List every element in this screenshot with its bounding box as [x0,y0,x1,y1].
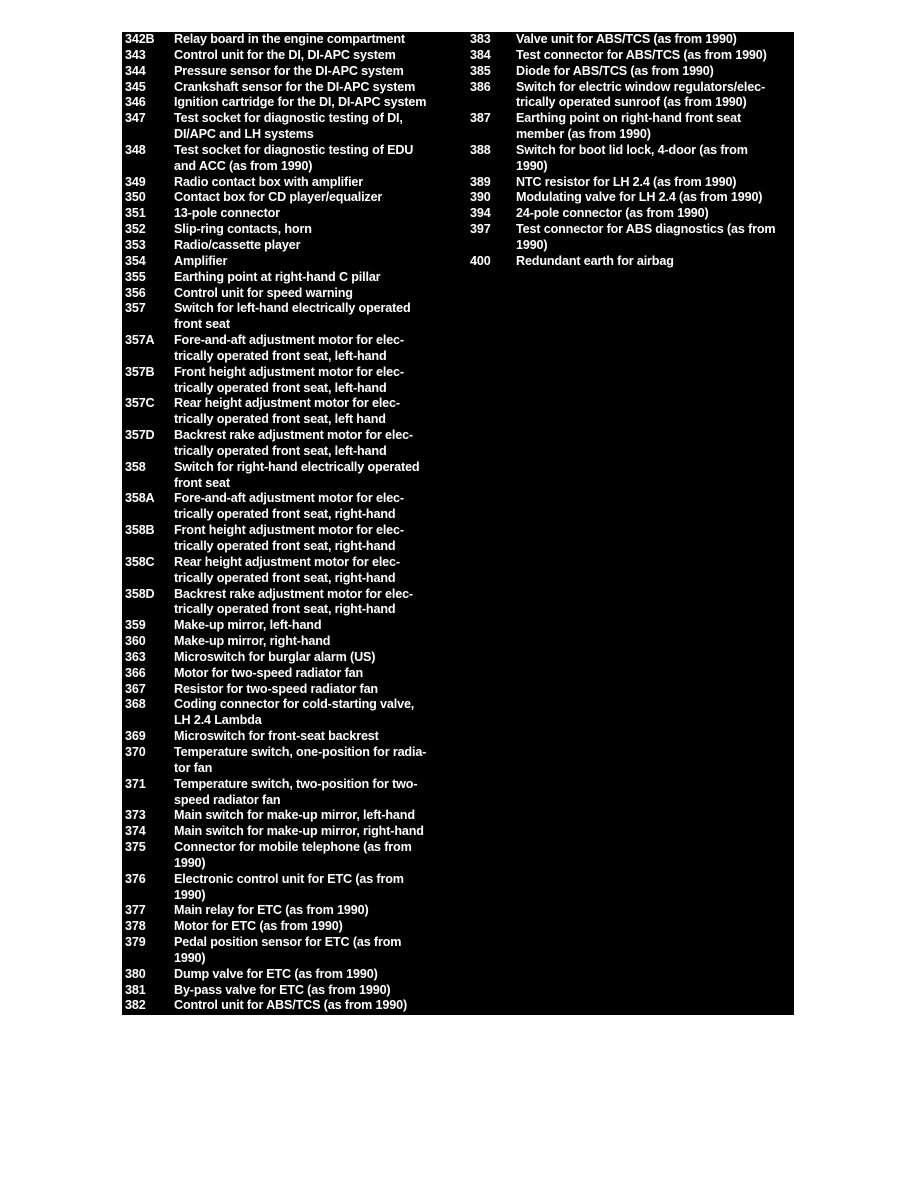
component-code: 356 [125,285,146,300]
component-code: 353 [125,237,146,252]
list-item [470,111,790,143]
component-description: Earthing point at right-hand C pillar [174,269,381,284]
component-code: 369 [125,729,146,744]
component-code: 376 [125,871,146,886]
list-item [125,238,455,254]
list-item [125,143,455,175]
component-description: Relay board in the engine compartment [174,32,405,46]
component-description: Ignition cartridge for the DI, DI-APC system [174,95,427,110]
component-description: Backrest rake adjustment motor for elec- trically operated front seat, right-hand [174,586,413,617]
component-code: 350 [125,190,146,205]
component-description: Motor for ETC (as from 1990) [174,919,343,934]
component-code: 358B [125,523,155,538]
component-description: Motor for two-speed radiator fan [174,665,364,680]
component-description: Test socket for diagnostic testing of DI, DI/APC and LH systems [174,111,403,142]
component-code: 359 [125,618,146,633]
list-item [125,206,455,222]
component-code: 385 [470,63,491,78]
list-item [125,523,455,555]
component-description: Test connector for ABS/TCS (as from 1990) [516,47,767,62]
component-code: 387 [470,111,491,126]
list-item [125,396,455,428]
component-code: 363 [125,649,146,664]
component-description: Radio contact box with amplifier [174,174,364,189]
list-item [125,222,455,238]
component-description: Electronic control unit for ETC (as from 1990) [174,871,404,902]
component-code: 360 [125,634,146,649]
component-code: 389 [470,174,491,189]
component-description: Contact box for CD player/equalizer [174,190,383,205]
list-item [125,301,455,333]
list-item [125,682,455,698]
list-item [470,190,790,206]
list-item [125,555,455,587]
component-code: 383 [470,32,491,46]
component-description: Main switch for make-up mirror, left-hand [174,808,415,823]
component-code: 355 [125,269,146,284]
component-code: 380 [125,966,146,981]
list-item [470,80,790,112]
list-item [125,175,455,191]
component-list-panel [122,32,794,1015]
component-description: Switch for left-hand electrically operated front seat [174,301,411,332]
component-description: Microswitch for burglar alarm (US) [174,649,376,664]
component-code: 384 [470,47,491,62]
component-description: Rear height adjustment motor for elec- trically operated front seat, right-hand [174,554,400,585]
list-item [125,32,455,48]
component-description: Modulating valve for LH 2.4 (as from 1990) [516,190,763,205]
list-item [125,998,455,1014]
list-item [125,666,455,682]
component-description: Redundant earth for airbag [516,253,674,268]
list-item [470,222,790,254]
component-code: 367 [125,681,146,696]
component-code: 358A [125,491,155,506]
list-item [125,95,455,111]
component-code: 386 [470,79,491,94]
component-code: 388 [470,142,491,157]
list-item [125,365,455,397]
component-description: Front height adjustment motor for elec- trically operated front seat, left-hand [174,364,404,395]
list-item [470,64,790,80]
component-description: Front height adjustment motor for elec- trically operated front seat, right-hand [174,523,404,553]
component-code: 357D [125,428,155,443]
component-code: 371 [125,776,146,791]
component-description: Switch for electric window regulators/elec- trically operated sunroof (as from 1990) [516,79,765,110]
list-item [125,935,455,967]
component-description: Fore-and-aft adjustment motor for elec- trically operated front seat, left-hand [174,333,404,363]
list-item [125,80,455,96]
list-item [125,872,455,904]
component-description: 24-pole connector (as from 1990) [516,206,709,221]
list-item [470,254,790,270]
component-description: Control unit for ABS/TCS (as from 1990) [174,998,407,1013]
list-item [470,48,790,64]
component-description: 13-pole connector [174,206,280,221]
component-description: Main switch for make-up mirror, right-hand [174,824,424,839]
list-item [125,460,455,492]
list-item [125,967,455,983]
component-code: 381 [125,982,146,997]
component-description: Temperature switch, two-position for two- speed radiator fan [174,776,418,807]
component-description: Pedal position sensor for ETC (as from 1990) [174,935,402,965]
component-code: 347 [125,111,146,126]
component-code: 351 [125,206,146,221]
component-description: Amplifier [174,253,228,268]
component-code: 378 [125,919,146,934]
component-code: 366 [125,665,146,680]
component-code: 377 [125,903,146,918]
component-code: 342B [125,32,155,46]
list-item [125,903,455,919]
component-code: 354 [125,253,146,268]
component-description: Fore-and-aft adjustment motor for elec- trically operated front seat, right-hand [174,491,404,522]
list-item [470,206,790,222]
component-code: 349 [125,174,146,189]
component-code: 370 [125,744,146,759]
list-item [125,428,455,460]
component-code: 352 [125,222,146,237]
list-item [125,840,455,872]
component-code: 374 [125,824,146,839]
list-item [125,111,455,143]
list-item [125,270,455,286]
component-code: 373 [125,808,146,823]
component-code: 343 [125,47,146,62]
component-code: 390 [470,190,491,205]
list-item [125,983,455,999]
list-item [125,697,455,729]
component-description: Diode for ABS/TCS (as from 1990) [516,63,714,78]
list-item [125,618,455,634]
component-description: NTC resistor for LH 2.4 (as from 1990) [516,174,737,189]
component-code: 379 [125,935,146,950]
component-code: 375 [125,840,146,855]
list-item [125,48,455,64]
list-item [125,491,455,523]
list-item [125,650,455,666]
component-description: Main relay for ETC (as from 1990) [174,903,369,918]
component-description: Make-up mirror, left-hand [174,618,322,633]
component-description: Pressure sensor for the DI-APC system [174,63,404,78]
list-item [470,143,790,175]
component-description: Microswitch for front-seat backrest [174,729,379,744]
component-description: Dump valve for ETC (as from 1990) [174,966,378,981]
component-description: Coding connector for cold-starting valve, LH 2.4 Lambda [174,697,415,728]
component-description: Backrest rake adjustment motor for elec- trically operated front seat, left-hand [174,428,413,458]
component-description: Earthing point on right-hand front seat member (as from 1990) [516,111,742,142]
component-description: Radio/cassette player [174,237,301,252]
list-item [125,587,455,619]
component-description: Test connector for ABS diagnostics (as from 1990) [516,222,776,252]
list-item [470,32,790,48]
component-code: 346 [125,95,146,110]
component-description: Test socket for diagnostic testing of EDU and ACC (as from 1990) [174,142,414,173]
component-code: 357C [125,396,155,411]
component-description: By-pass valve for ETC (as from 1990) [174,982,391,997]
component-code: 357A [125,333,155,348]
component-description: Resistor for two-speed radiator fan [174,681,378,696]
list-item [470,175,790,191]
list-item [125,808,455,824]
component-description: Slip-ring contacts, horn [174,222,312,237]
component-code: 357B [125,364,155,379]
component-description: Make-up mirror, right-hand [174,634,331,649]
left-column [125,32,455,1014]
list-item [125,824,455,840]
list-item [125,286,455,302]
component-code: 358D [125,586,155,601]
component-code: 357 [125,301,146,316]
component-description: Rear height adjustment motor for elec- trically operated front seat, left hand [174,396,400,427]
list-item [125,333,455,365]
component-description: Connector for mobile telephone (as from 1990) [174,840,412,870]
component-code: 348 [125,142,146,157]
component-code: 397 [470,222,491,237]
list-item [125,634,455,650]
component-code: 344 [125,63,146,78]
component-code: 394 [470,206,491,221]
right-column [470,32,790,270]
component-code: 358 [125,459,146,474]
list-item [125,190,455,206]
list-item [125,729,455,745]
component-code: 368 [125,697,146,712]
component-code: 400 [470,253,491,268]
list-item [125,745,455,777]
component-description: Control unit for speed warning [174,285,353,300]
component-description: Control unit for the DI, DI-APC system [174,47,396,62]
list-item [125,919,455,935]
component-code: 382 [125,998,146,1013]
component-description: Switch for boot lid lock, 4-door (as from 1990) [516,142,748,173]
list-item [125,64,455,80]
component-description: Temperature switch, one-position for radia- tor fan [174,744,427,775]
list-item [125,777,455,809]
component-description: Valve unit for ABS/TCS (as from 1990) [516,32,737,46]
component-code: 345 [125,79,146,94]
list-item [125,254,455,270]
component-description: Switch for right-hand electrically operated front seat [174,459,420,490]
component-description: Crankshaft sensor for the DI-APC system [174,79,416,94]
component-code: 358C [125,554,155,569]
